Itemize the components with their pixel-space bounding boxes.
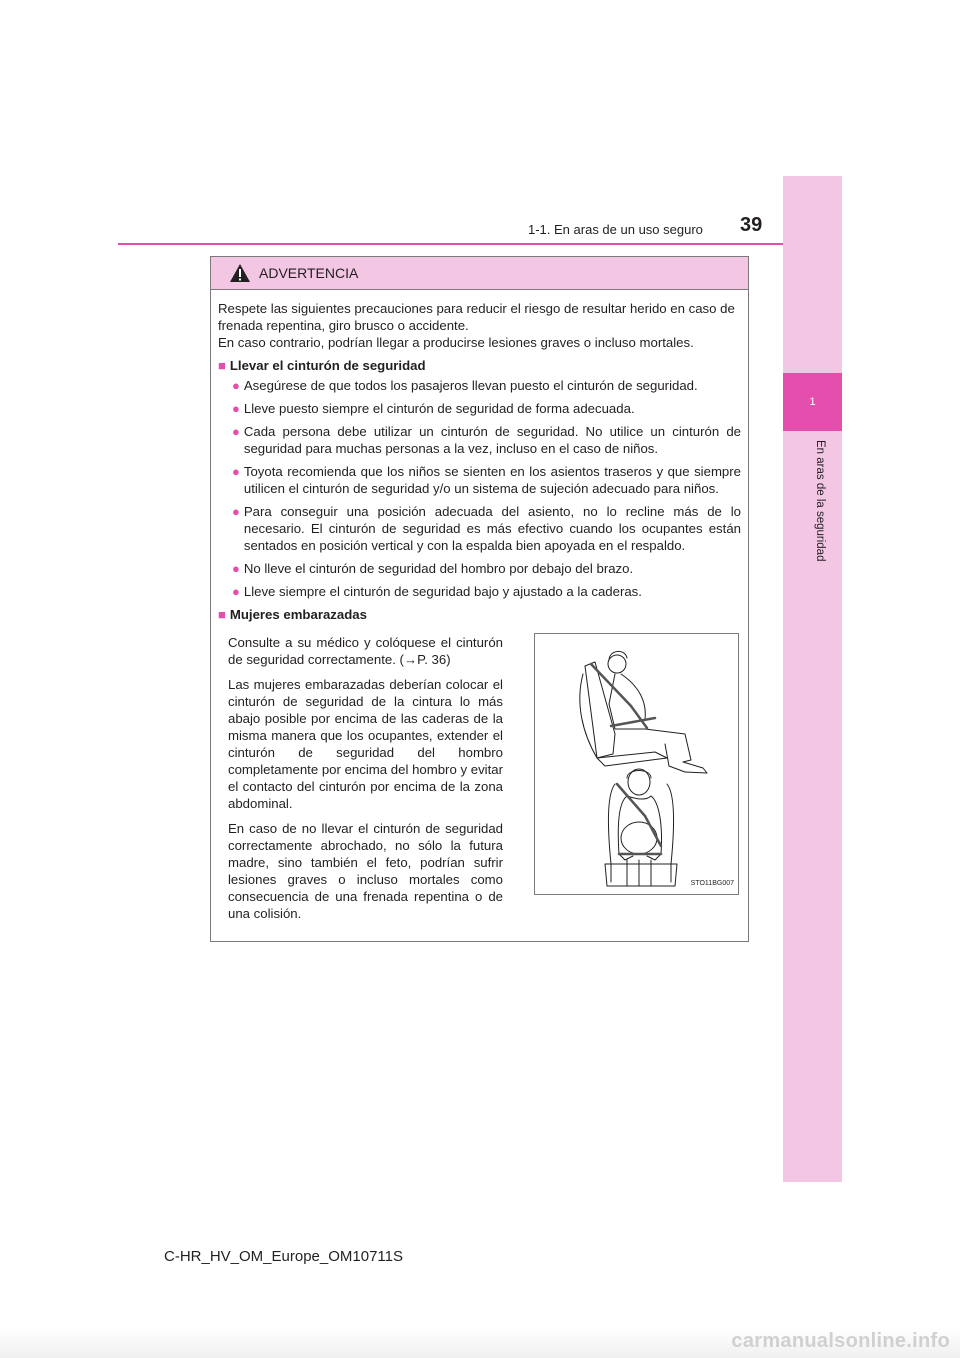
- illustration-svg: [535, 634, 738, 894]
- circle-bullet-icon: ●: [232, 378, 240, 393]
- circle-bullet-icon: ●: [232, 584, 240, 599]
- warning-title: ADVERTENCIA: [259, 265, 359, 281]
- bullet-item: [232, 583, 741, 600]
- subhead-seatbelt-text: Llevar el cinturón de seguridad: [229, 358, 426, 373]
- warning-box: [210, 256, 749, 942]
- warning-intro: [218, 300, 741, 351]
- bullet-text: Toyota recomienda que los niños se sienten en los asientos traseros y que siempre utilicen el cinturón de seguridad y/o un sistema de sujeción adecuado para niños.: [243, 464, 741, 496]
- subhead-pregnant-text: Mujeres embarazadas: [229, 607, 367, 622]
- bullet-item: [232, 503, 741, 554]
- pregnant-paragraph-1: Consulte a su médico y colóquese el cinturón de seguridad correctamente. (→P. 36): [228, 635, 503, 667]
- warning-triangle-icon: [229, 263, 251, 283]
- page-number: 39: [740, 214, 763, 236]
- circle-bullet-icon: ●: [232, 424, 240, 439]
- subhead-pregnant: [218, 606, 741, 623]
- pregnant-paragraph-2: Las mujeres embarazadas deberían colocar el cinturón de seguridad de la cintura lo más abajo posible por encima de las caderas de la misma manera que los ocupantes, extender el cinturón de seguridad del hombro completamente por encima del hombro y evitar el contacto del cinturón por encima de la zona abdominal.: [228, 677, 503, 811]
- warning-body: [211, 290, 748, 921]
- pregnant-seatbelt-illustration: [534, 633, 739, 895]
- circle-bullet-icon: ●: [232, 464, 240, 479]
- bullet-text: Para conseguir una posición adecuada del asiento, no lo recline más de lo necesario. El cinturón de seguridad es más efectivo cuando los ocupantes están sentados en posición vertical y con la espalda bien apoyada en el respaldo.: [243, 504, 741, 553]
- bullet-item: [232, 423, 741, 457]
- circle-bullet-icon: ●: [232, 504, 240, 519]
- chapter-label: En aras de la seguridad: [814, 440, 826, 562]
- bullet-item: [232, 377, 741, 394]
- pregnant-paragraph-3: En caso de no llevar el cinturón de seguridad correctamente abrochado, no sólo la futura madre, sino también el feto, podrían sufrir lesiones graves o incluso mortales como consecuencia de una frenada repentina o de una colisión.: [228, 821, 503, 921]
- subhead-seatbelt: [218, 357, 741, 374]
- footer-doc-id: C-HR_HV_OM_Europe_OM10711S: [164, 1248, 403, 1265]
- intro-line-2: En caso contrario, podrían llegar a producirse lesiones graves o incluso mortales.: [218, 335, 694, 350]
- pregnant-text: [228, 634, 503, 930]
- figure-code: STO11BG007: [690, 880, 734, 887]
- header-rule: [118, 243, 783, 245]
- bullet-text: Lleve puesto siempre el cinturón de seguridad de forma adecuada.: [243, 401, 635, 416]
- bullet-text: No lleve el cinturón de seguridad del hombro por debajo del brazo.: [243, 561, 634, 576]
- side-tab: [783, 176, 842, 1182]
- watermark-text: carmanualsonline.info: [731, 1330, 950, 1352]
- circle-bullet-icon: ●: [232, 561, 240, 576]
- bullet-item: [232, 463, 741, 497]
- bullet-text: Asegúrese de que todos los pasajeros llevan puesto el cinturón de seguridad.: [243, 378, 698, 393]
- bullet-item: [232, 560, 741, 577]
- section-title: 1-1. En aras de un uso seguro: [528, 222, 703, 237]
- intro-line-1: Respete las siguientes precauciones para reducir el riesgo de resultar herido en caso de frenada repentina, giro brusco o accidente.: [218, 301, 735, 333]
- square-bullet-icon: ■: [218, 607, 226, 622]
- bullet-item: [232, 400, 741, 417]
- bullet-text: Cada persona debe utilizar un cinturón de seguridad. No utilice un cinturón de seguridad para muchas personas a la vez, incluso en el caso de niños.: [243, 424, 741, 456]
- chapter-number: 1: [783, 373, 842, 431]
- bullet-text: Lleve siempre el cinturón de seguridad bajo y ajustado a la caderas.: [243, 584, 642, 599]
- square-bullet-icon: ■: [218, 358, 226, 373]
- circle-bullet-icon: ●: [232, 401, 240, 416]
- warning-header: [211, 257, 748, 290]
